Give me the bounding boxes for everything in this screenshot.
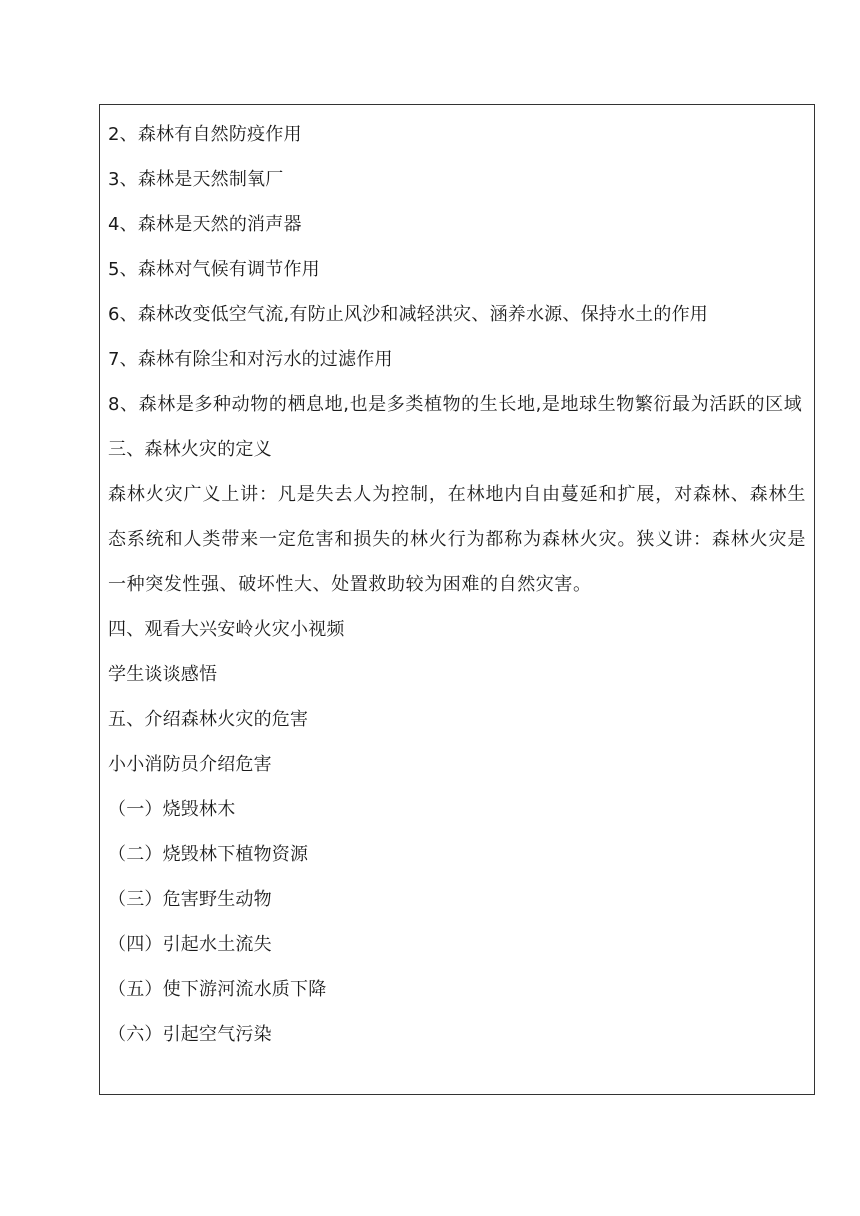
section-heading: 五、介绍森林火灾的危害 [108, 709, 309, 730]
section-heading: 三、森林火灾的定义 [108, 439, 272, 460]
list-item: （六）引起空气污染 [108, 1024, 272, 1045]
text-line: 2、森林有自然防疫作用 [108, 124, 302, 145]
section-heading: 四、观看大兴安岭火灾小视频 [108, 619, 345, 640]
text-line: 3、森林是天然制氧厂 [108, 169, 284, 190]
paragraph-definition: 森林火灾广义上讲：凡是失去人为控制，在林地内自由蔓延和扩展，对森林、森林生态系统和人类带来一定危害和损失的林火行为都称为森林火灾。狭义讲：森林火灾是一种突发性强、破坏性大、处置救助较为困难的自然灾害。 [108, 484, 806, 595]
list-item: （一）烧毁林木 [108, 799, 236, 820]
list-item: （三）危害野生动物 [108, 889, 272, 910]
text-line: 6、森林改变低空气流,有防止风沙和减轻洪灾、涵养水源、保持水土的作用 [108, 304, 708, 325]
list-item: （四）引起水土流失 [108, 934, 272, 955]
cell-content [108, 112, 806, 1057]
content-table-cell [99, 104, 815, 1095]
text-line: 学生谈谈感悟 [108, 664, 218, 685]
paragraph-habitat: 8、森林是多种动物的栖息地,也是多类植物的生长地,是地球生物繁衍最为活跃的区域 [108, 394, 803, 415]
list-item: （二）烧毁林下植物资源 [108, 844, 309, 865]
text-line: 4、森林是天然的消声器 [108, 214, 302, 235]
text-line: 小小消防员介绍危害 [108, 754, 272, 775]
text-line: 5、森林对气候有调节作用 [108, 259, 320, 280]
text-line: 7、森林有除尘和对污水的过滤作用 [108, 349, 393, 370]
list-item: （五）使下游河流水质下降 [108, 979, 327, 1000]
